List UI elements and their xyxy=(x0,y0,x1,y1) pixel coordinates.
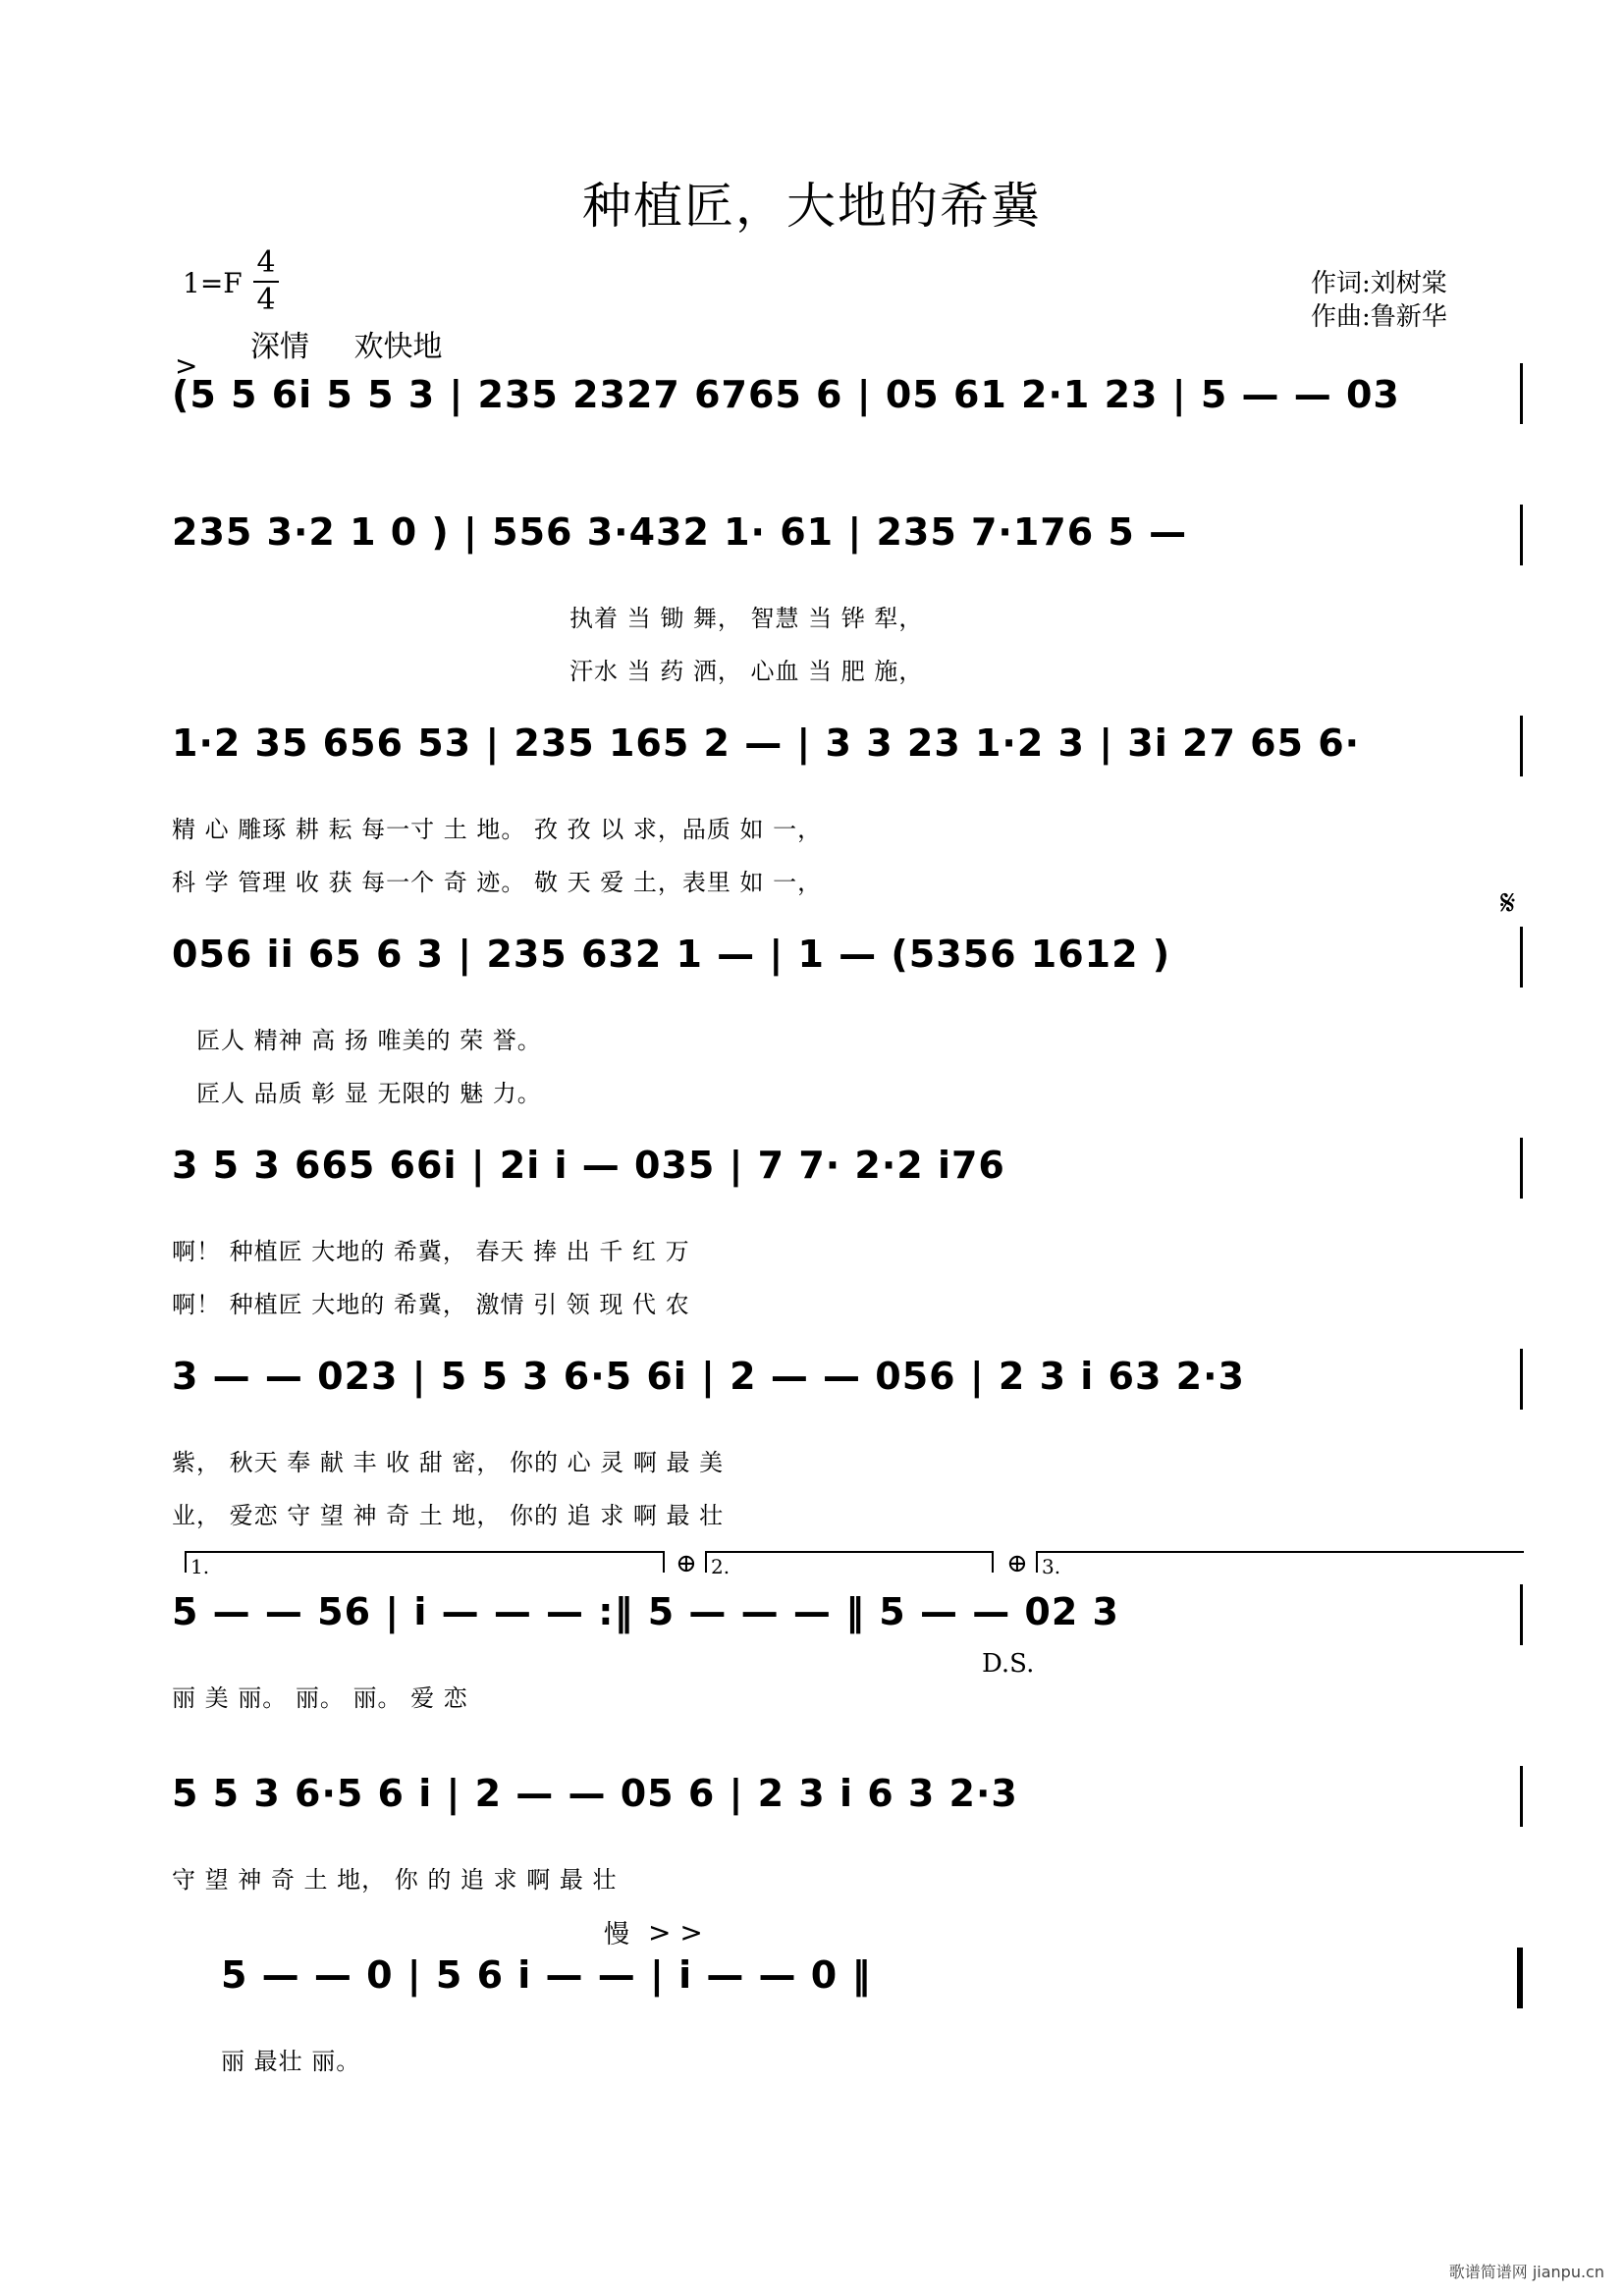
time-signature xyxy=(251,245,281,318)
notes-line: 5 5 3 6·5 6 i | 2 — — 05 6 | 2 3 i 6 3 2·3 xyxy=(172,1772,1018,1815)
notes-line: 5 — — 0 | 5 6 i — — | i — — 0 ‖ xyxy=(221,1953,872,1997)
volta-2 xyxy=(705,1551,994,1578)
lyrics-verse-1: 紫， 秋天 奉 献 丰 收 甜 密， 你的 心 灵 啊 最 美 xyxy=(172,1449,725,1476)
notes-line: 056 ii 65 6 3 | 235 632 1 — | 1 — (5356 1612 ) xyxy=(172,933,1171,976)
volta-2-label: 2. xyxy=(711,1555,731,1578)
lyrics-verse-2: 科 学 管理 收 获 每一个 奇 迹。 敬 天 爱 土，表里 如 一， xyxy=(172,869,823,896)
lyrics-verse-1: 丽 美 丽。 丽。 丽。 爱 恋 xyxy=(172,1684,468,1712)
notes-line: (5 5 6i 5 5 3 | 235 2327 6765 6 | 05 61 2·1 23 | 5 — — 03 xyxy=(172,373,1400,416)
lyrics-verse-1: 守 望 神 奇 土 地， 你 的 追 求 啊 最 壮 xyxy=(172,1866,618,1894)
coda-icon: ⊕ xyxy=(676,1549,697,1578)
ds-marking: D.S. xyxy=(982,1649,1035,1679)
barline-end xyxy=(1520,1349,1523,1410)
watermark: 歌谱简谱网 jianpu.cn xyxy=(1448,2263,1604,2281)
lyrics-verse-2: 匠人 品质 彰 显 无限的 魅 力。 xyxy=(196,1080,542,1107)
volta-3 xyxy=(1036,1551,1524,1578)
coda-icon: ⊕ xyxy=(1006,1549,1028,1578)
notes-line: 1·2 35 656 53 | 235 165 2 — | 3 3 23 1·2 3 | 3i 27 65 6· xyxy=(172,721,1361,765)
barline-end xyxy=(1520,1584,1523,1645)
tempo-marking: 深情 欢快地 xyxy=(250,330,443,364)
segno-icon: 𝄋 xyxy=(1500,883,1516,924)
barline-end xyxy=(1520,505,1523,565)
lyrics-verse-1: 执着 当 锄 舞， 智慧 当 铧 犁， xyxy=(569,605,924,632)
notes-line: 3 — — 023 | 5 5 3 6·5 6i | 2 — — 056 | 2 3 i 63 2·3 xyxy=(172,1355,1245,1398)
key-signature: 1=F xyxy=(183,267,243,299)
lyrics-verse-2: 汗水 当 药 洒， 心血 当 肥 施， xyxy=(569,658,924,685)
lyrics-verse-1: 匠人 精神 高 扬 唯美的 荣 誉。 xyxy=(196,1027,542,1054)
lyrics-verse-2: 业， 爱恋 守 望 神 奇 土 地， 你的 追 求 啊 最 壮 xyxy=(172,1502,725,1529)
notes-line: 235 3·2 1 0 ) | 556 3·432 1· 61 | 235 7·176 5 — xyxy=(172,510,1188,554)
lyrics-verse-2: 啊！ 种植匠 大地的 希冀， 激情 引 领 现 代 农 xyxy=(172,1291,690,1318)
barline-final xyxy=(1517,1948,1523,2008)
composer-credit: 作曲:鲁新华 xyxy=(1311,302,1447,332)
barline-end xyxy=(1520,363,1523,424)
barline-end xyxy=(1520,1766,1523,1827)
slow-marking: 慢 xyxy=(604,1920,630,1949)
volta-1 xyxy=(185,1551,665,1578)
accent-icon: > xyxy=(175,349,198,382)
lyrics-verse-1: 啊！ 种植匠 大地的 希冀， 春天 捧 出 千 红 万 xyxy=(172,1238,690,1265)
page-title: 种植匠，大地的希冀 xyxy=(582,178,1042,235)
time-signature-bottom: 4 xyxy=(256,283,276,317)
lyrics-verse-1: 精 心 雕琢 耕 耘 每一寸 土 地。 孜 孜 以 求，品质 如 一， xyxy=(172,816,823,843)
barline-end xyxy=(1520,1138,1523,1199)
notes-line: 3 5 3 665 66i | 2i i — 035 | 7 7· 2·2 i76 xyxy=(172,1144,1005,1187)
volta-1-label: 1. xyxy=(190,1555,210,1578)
time-signature-top: 4 xyxy=(256,245,276,280)
lyrics-verse-1: 丽 最壮 丽。 xyxy=(221,2048,361,2075)
barline-end xyxy=(1520,716,1523,776)
lyricist-credit: 作词:刘树棠 xyxy=(1311,269,1447,298)
accent-icon: > > xyxy=(648,1916,703,1949)
notes-line: 5 — — 56 | i — — — :‖ 5 — — — ‖ 5 — — 02 3 xyxy=(172,1590,1119,1633)
barline-end xyxy=(1520,927,1523,988)
volta-3-label: 3. xyxy=(1042,1555,1061,1578)
